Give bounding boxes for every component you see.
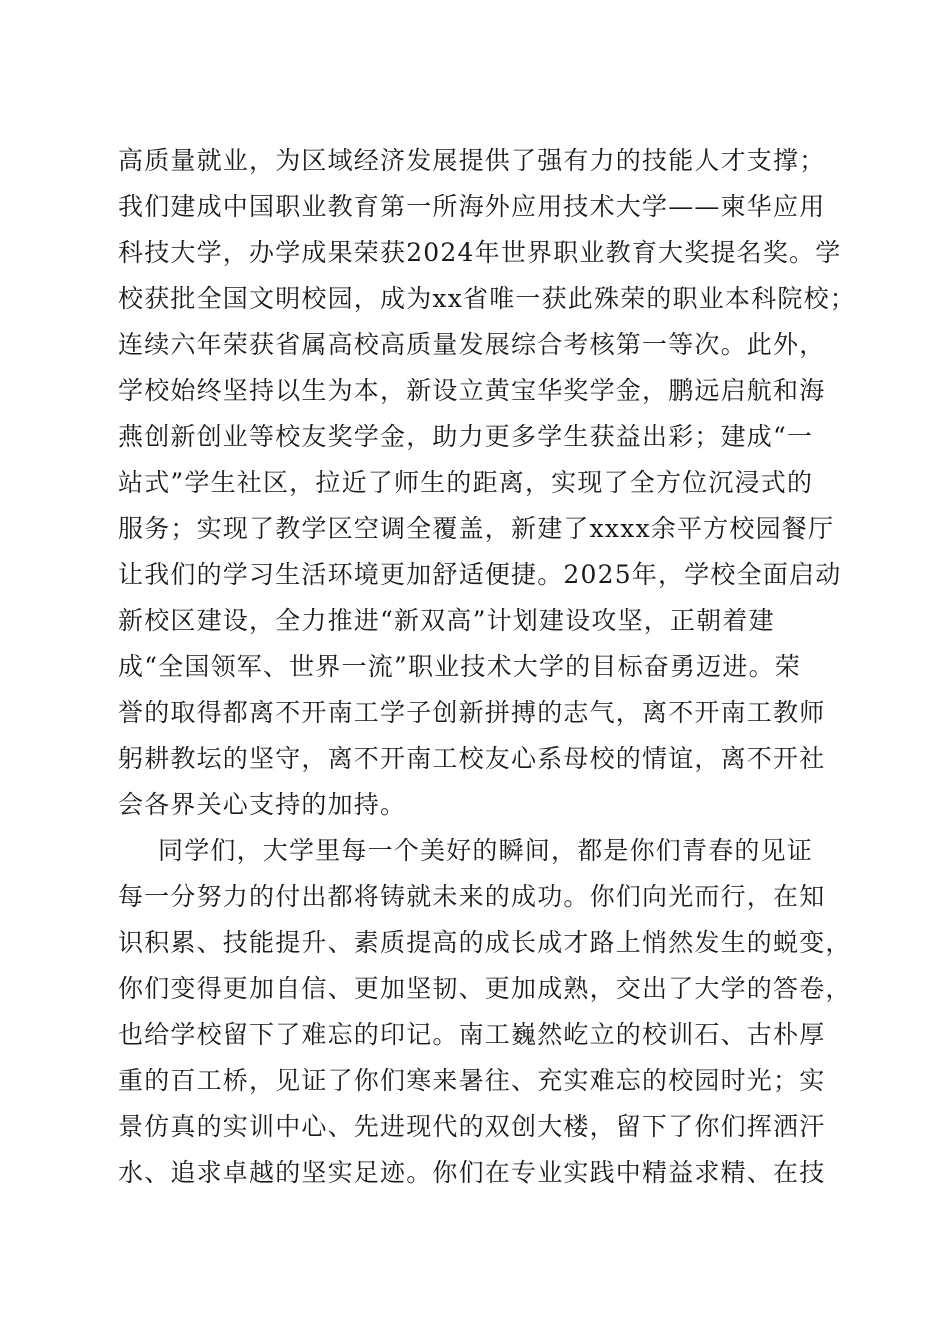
text-line: 我们建成中国职业教育第一所海外应用技术大学——柬华应用: [118, 192, 826, 221]
text-line: 识积累、技能提升、素质提高的成长成才路上悄然发生的蜕变，: [118, 928, 852, 957]
text-line: 躬耕教坛的坚守，离不开南工校友心系母校的情谊，离不开社: [118, 744, 826, 773]
text-line: 科技大学，办学成果荣获2024年世界职业教育大奖提名奖。学: [118, 238, 842, 267]
text-line: 服务；实现了教学区空调全覆盖，新建了xxxx余平方校园餐厅: [118, 514, 835, 543]
text-line: 水、追求卓越的坚实足迹。你们在专业实践中精益求精、在技: [118, 1158, 826, 1187]
text-line: 重的百工桥，见证了你们寒来暑往、充实难忘的校园时光；实: [118, 1066, 826, 1095]
text-line: 高质量就业，为区域经济发展提供了强有力的技能人才支撑；: [118, 146, 826, 175]
text-line: 每一分努力的付出都将铸就未来的成功。你们向光而行，在知: [118, 882, 826, 911]
text-line: 成“全国领军、世界一流”职业技术大学的目标奋勇迈进。荣: [118, 652, 801, 681]
text-line: 燕创新创业等校友奖学金，助力更多学生获益出彩；建成“一: [118, 422, 814, 451]
text-line: 景仿真的实训中心、先进现代的双创大楼，留下了你们挥洒汗: [118, 1112, 826, 1141]
text-line: 誉的取得都离不开南工学子创新拼搏的志气，离不开南工教师: [118, 698, 826, 727]
text-line: 让我们的学习生活环境更加舒适便捷。2025年，学校全面启动: [118, 560, 842, 589]
paragraph-start-line: 同学们，大学里每一个美好的瞬间，都是你们青春的见证: [158, 836, 814, 865]
text-line: 你们变得更加自信、更加坚韧、更加成熟，交出了大学的答卷，: [118, 974, 852, 1003]
text-line: 也给学校留下了难忘的印记。南工巍然屹立的校训石、古朴厚: [118, 1020, 826, 1049]
text-line: 会各界关心支持的加持。: [118, 790, 407, 819]
text-line: 新校区建设，全力推进“新双高”计划建设攻坚，正朝着建: [118, 606, 775, 635]
text-line: 校获批全国文明校园，成为xx省唯一获此殊荣的职业本科院校；: [118, 284, 857, 313]
text-line: 连续六年荣获省属高校高质量发展综合考核第一等次。此外，: [118, 330, 826, 359]
text-line: 站式”学生社区，拉近了师生的距离，实现了全方位沉浸式的: [118, 468, 814, 497]
text-line: 学校始终坚持以生为本，新设立黄宝华奖学金，鹏远启航和海: [118, 376, 826, 405]
body-text: [118, 138, 857, 1196]
